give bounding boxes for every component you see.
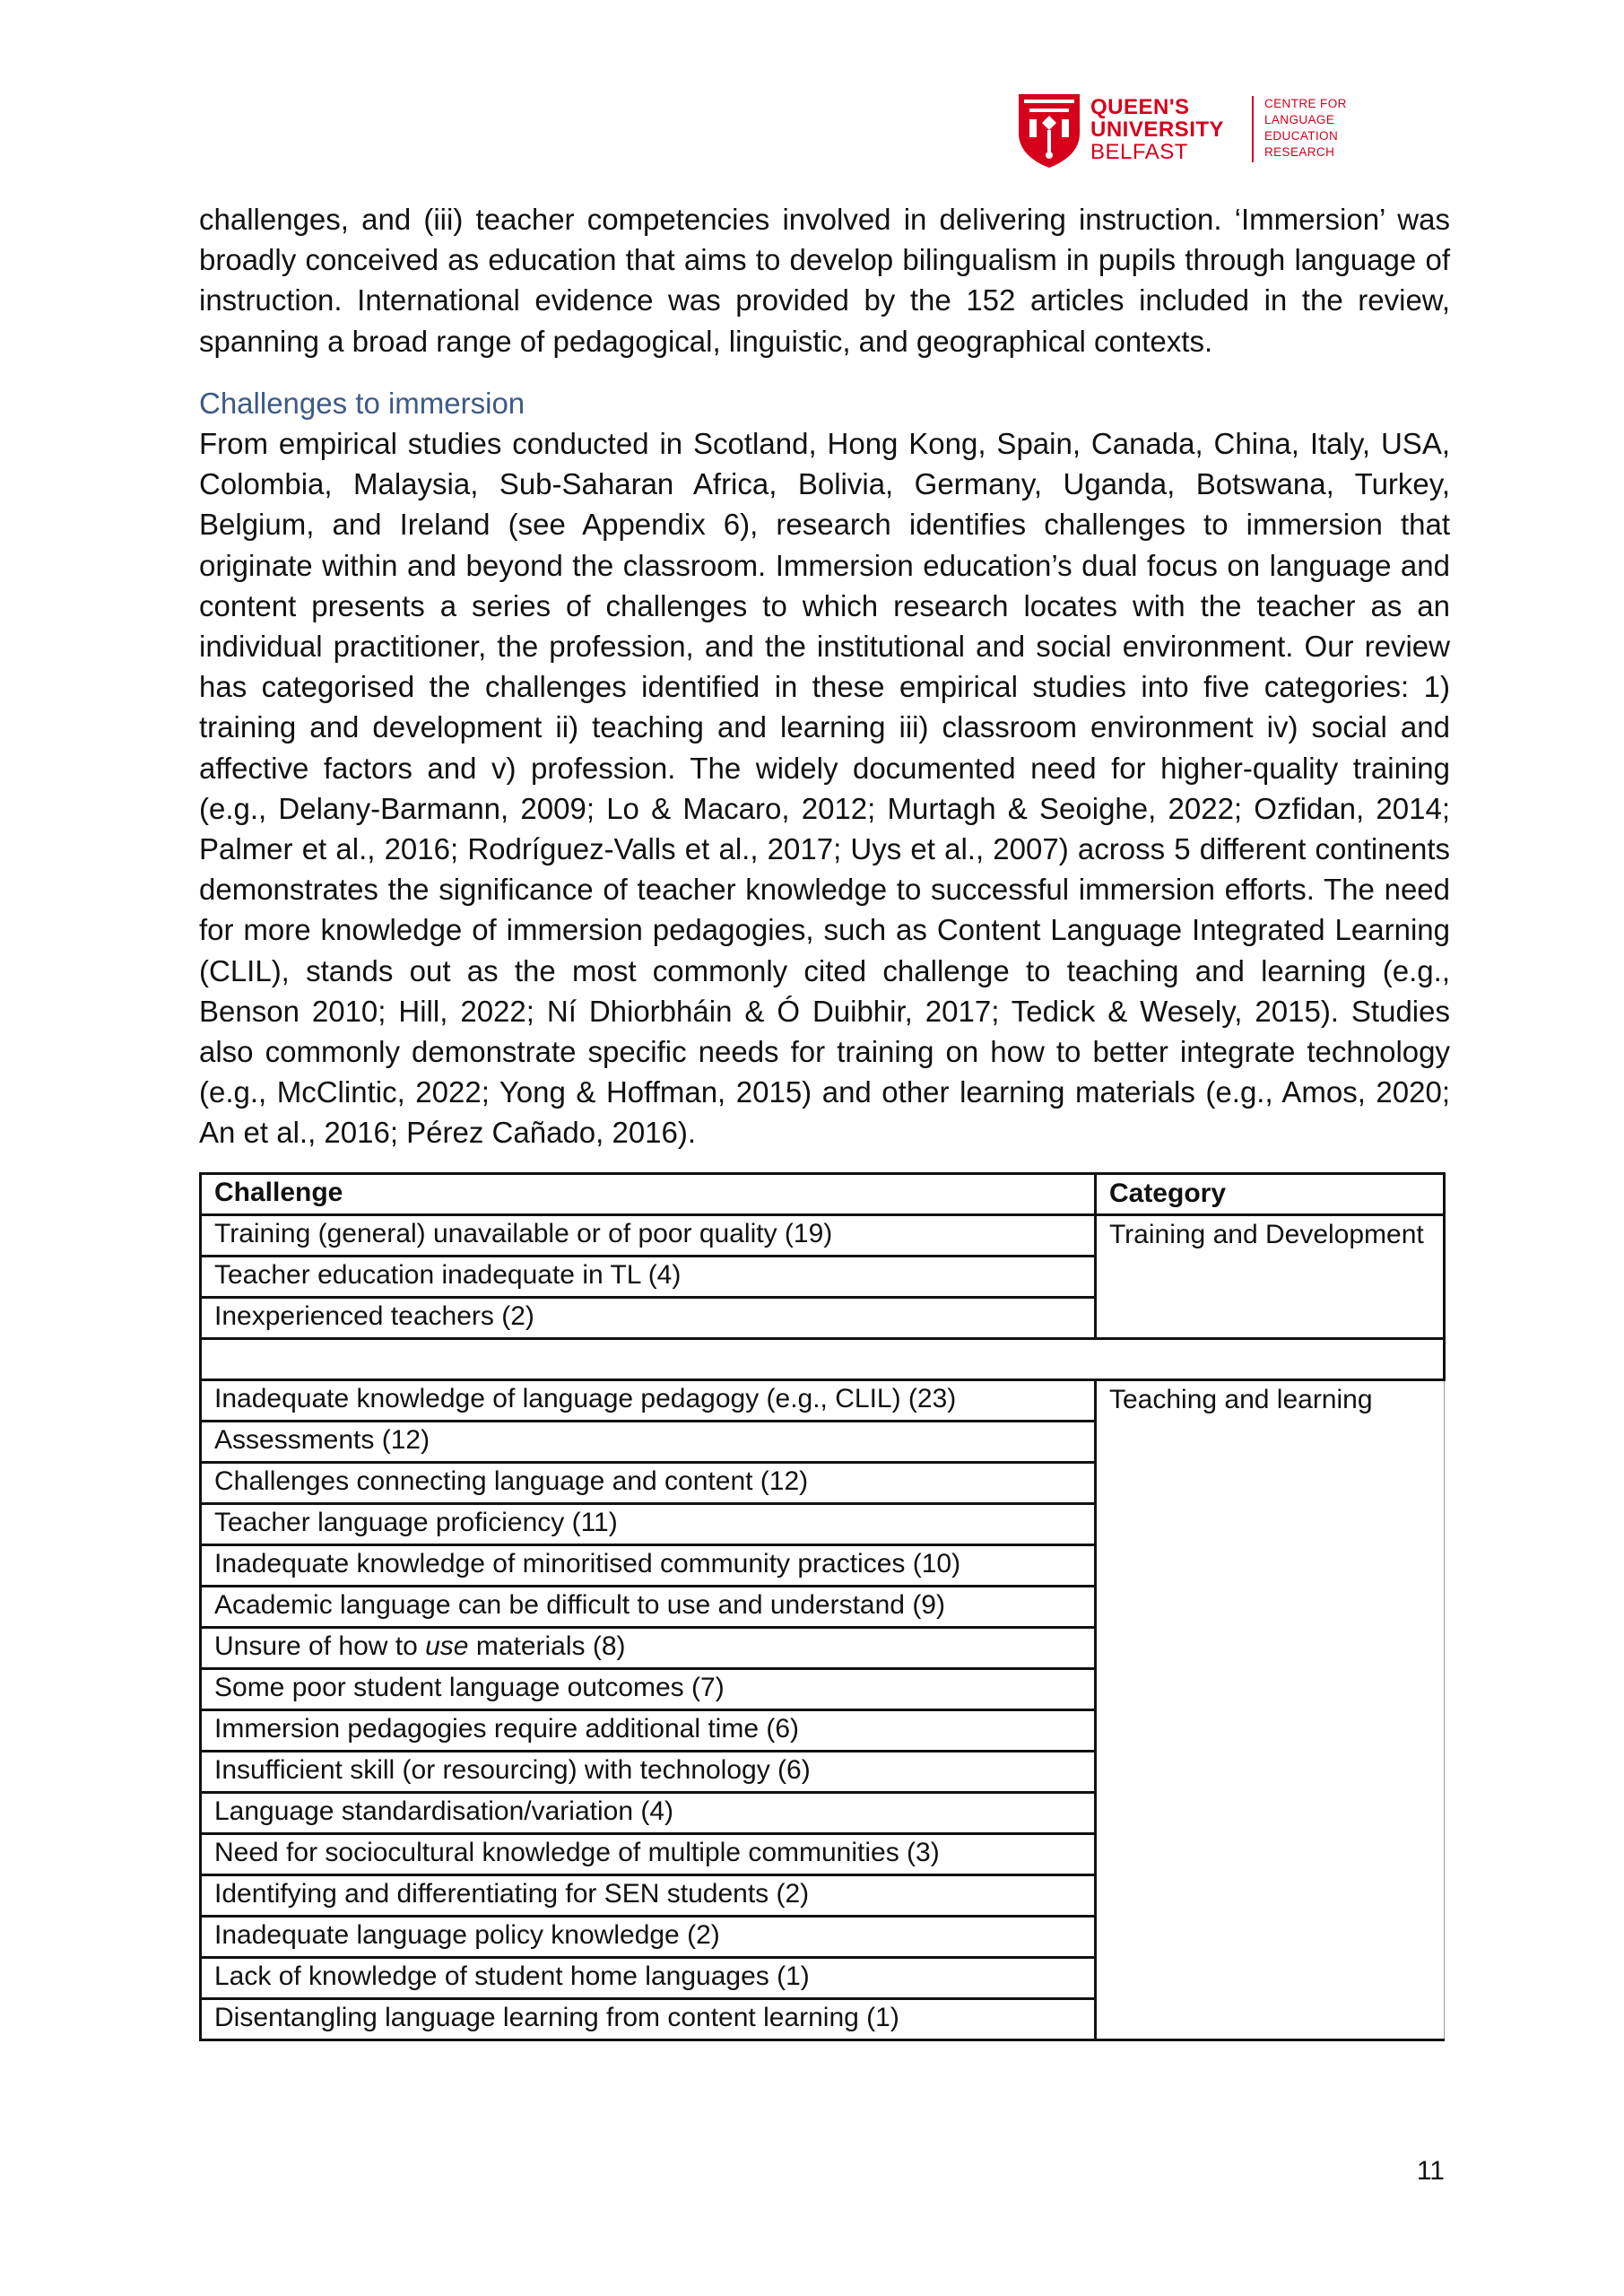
col-challenge-header: Challenge (201, 1174, 1096, 1215)
crest-icon (1017, 92, 1081, 170)
challenge-cell: Teacher education inadequate in TL (4) (201, 1257, 1096, 1298)
challenge-cell: Inadequate language policy knowledge (2) (201, 1917, 1096, 1958)
centre-name (1264, 96, 1347, 161)
challenge-cell: Training (general) unavailable or of poor quality (19) (201, 1215, 1096, 1257)
category-cell: Teaching and learning (1095, 1380, 1444, 2040)
challenge-text-end: materials (8) (468, 1631, 626, 1661)
challenge-cell: Challenges connecting language and content (12) (201, 1463, 1096, 1504)
intro-block (199, 199, 1450, 361)
challenge-cell: Insufficient skill (or resourcing) with technology (6) (201, 1752, 1096, 1793)
table-row (201, 1215, 1445, 1257)
challenge-cell: Teacher language proficiency (11) (201, 1504, 1096, 1545)
challenge-cell: Disentangling language learning from content learning (1) (201, 1999, 1096, 2040)
challenge-cell (201, 1628, 1096, 1669)
page-number: 11 (1416, 2156, 1445, 2186)
logo-divider (1252, 96, 1254, 162)
challenge-cell: Inexperienced teachers (2) (201, 1298, 1096, 1339)
col-category-header: Category (1095, 1174, 1444, 1215)
challenge-cell: Assessments (12) (201, 1422, 1096, 1463)
challenge-text-start: Unsure of how to (214, 1631, 426, 1661)
section-heading: Challenges to immersion (199, 387, 525, 420)
challenges-table (199, 1172, 1446, 2041)
centre-line-1: CENTRE FOR (1264, 97, 1347, 110)
challenge-cell: Immersion pedagogies require additional time (6) (201, 1710, 1096, 1752)
category-cell: Training and Development (1095, 1215, 1444, 1339)
spacer-cell (201, 1339, 1445, 1380)
logo-line-1: QUEEN'S (1090, 95, 1190, 119)
centre-line-4: RESEARCH (1264, 145, 1335, 159)
logo-line-2: UNIVERSITY (1090, 117, 1225, 142)
university-logo (1017, 92, 1367, 170)
challenge-cell: Identifying and differentiating for SEN students (2) (201, 1875, 1096, 1917)
table-header-row (201, 1174, 1445, 1215)
challenge-cell: Language standardisation/variation (4) (201, 1793, 1096, 1834)
table-spacer-row (201, 1339, 1445, 1380)
challenge-text-italic: use (425, 1631, 469, 1661)
centre-line-3: EDUCATION (1264, 129, 1339, 143)
challenge-cell: Inadequate knowledge of minoritised community practices (10) (201, 1545, 1096, 1587)
logo-line-3: BELFAST (1090, 140, 1188, 164)
challenge-cell: Academic language can be difficult to use and understand (9) (201, 1587, 1096, 1628)
table-row (201, 1380, 1445, 1422)
section-block (199, 423, 1450, 1153)
challenge-cell: Lack of knowledge of student home languages (1) (201, 1958, 1096, 1999)
university-name (1090, 96, 1224, 163)
challenge-cell: Need for sociocultural knowledge of multiple communities (3) (201, 1834, 1096, 1875)
section-paragraph: From empirical studies conducted in Scotland, Hong Kong, Spain, Canada, China, Italy, USA, Colombia, Malaysia, Sub-Saharan Africa, Bolivia, Germany, Uganda, Botswana, Turkey, Belgium, and Ireland (see Appendix 6), research identifies challenges to immersion that originate within and beyond the classroom. Immersion education’s dual focus on language and content presents a series of challenges to which research locates with the teacher as an individual practitioner, the profession, and the institutional and social environment. Our review has categorised the challenges identified in these empirical studies into five categories: 1) training and development ii) teaching and learning iii) classroom environment iv) social and affective factors and v) profession. The widely documented need for higher-quality training (e.g., Delany-Barmann, 2009; Lo & Macaro, 2012; Murtagh & Seoighe, 2022; Ozfidan, 2014; Palmer et al., 2016; Rodríguez-Valls et al., 2017; Uys et al., 2007) across 5 different continents demonstrates the significance of teacher knowledge to successful immersion efforts. The need for more knowledge of immersion pedagogies, such as Content Language Integrated Learning (CLIL), stands out as the most commonly cited challenge to teaching and learning (e.g., Benson 2010; Hill, 2022; Ní Dhiorbháin & Ó Duibhir, 2017; Tedick & Wesely, 2015). Studies also commonly demonstrate specific needs for training on how to better integrate technology (e.g., McClintic, 2022; Yong & Hoffman, 2015) and other learning materials (e.g., Amos, 2020; An et al., 2016; Pérez Cañado, 2016). (199, 427, 1450, 1150)
challenge-cell: Inadequate knowledge of language pedagogy (e.g., CLIL) (23) (201, 1380, 1096, 1422)
challenge-cell: Some poor student language outcomes (7) (201, 1669, 1096, 1710)
centre-line-2: LANGUAGE (1264, 113, 1335, 126)
intro-paragraph: challenges, and (iii) teacher competencies involved in delivering instruction. ‘Immersion’ was broadly conceived as education that aims to develop bilingualism in pupils through language of instruction. International evidence was provided by the 152 articles included in the review, spanning a broad range of pedagogical, linguistic, and geographical contexts. (199, 203, 1450, 358)
